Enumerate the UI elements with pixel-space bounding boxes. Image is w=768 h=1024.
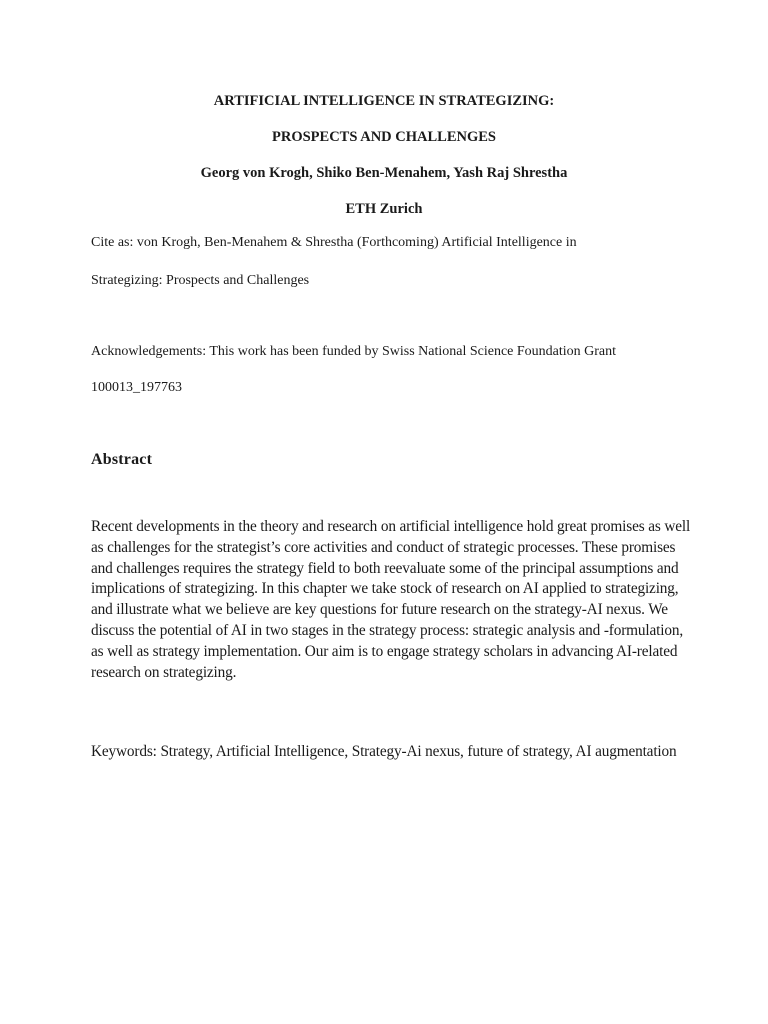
acknowledgements-line-1: Acknowledgements: This work has been funded by Swiss National Science Foundation Grant <box>91 344 617 359</box>
abstract-text: Recent developments in the theory and research on artificial intelligence hold great promises as well as challenges for the strategist’s core activities and conduct of strategic processes. These promises and challenges requires the strategy field to both reevaluate some of the principal assumptions and implications of strategizing. In this chapter we take stock of research on AI applied to strategizing, and illustrate what we believe are key questions for future research on the strategy-AI nexus. We discuss the potential of AI in two stages in the strategy process: strategic analysis and -formulation, as well as strategy implementation. Our aim is to engage strategy scholars in advancing AI-related research on strategizing. <box>91 518 691 681</box>
keywords: Keywords: Strategy, Artificial Intelligence, Strategy-Ai nexus, future of strategy, AI augmentation <box>91 743 677 760</box>
citation-line-2: Strategizing: Prospects and Challenges <box>91 273 310 288</box>
title-line-1: ARTIFICIAL INTELLIGENCE IN STRATEGIZING: <box>213 93 555 109</box>
affiliation: ETH Zurich <box>345 201 423 217</box>
citation-line-1: Cite as: von Krogh, Ben-Menahem & Shrestha (Forthcoming) Artificial Intelligence in <box>91 235 577 250</box>
title-line-2: PROSPECTS AND CHALLENGES <box>272 129 496 145</box>
abstract-heading: Abstract <box>91 451 153 468</box>
acknowledgements-line-2: 100013_197763 <box>91 380 182 395</box>
authors: Georg von Krogh, Shiko Ben-Menahem, Yash Raj Shrestha <box>200 165 568 181</box>
